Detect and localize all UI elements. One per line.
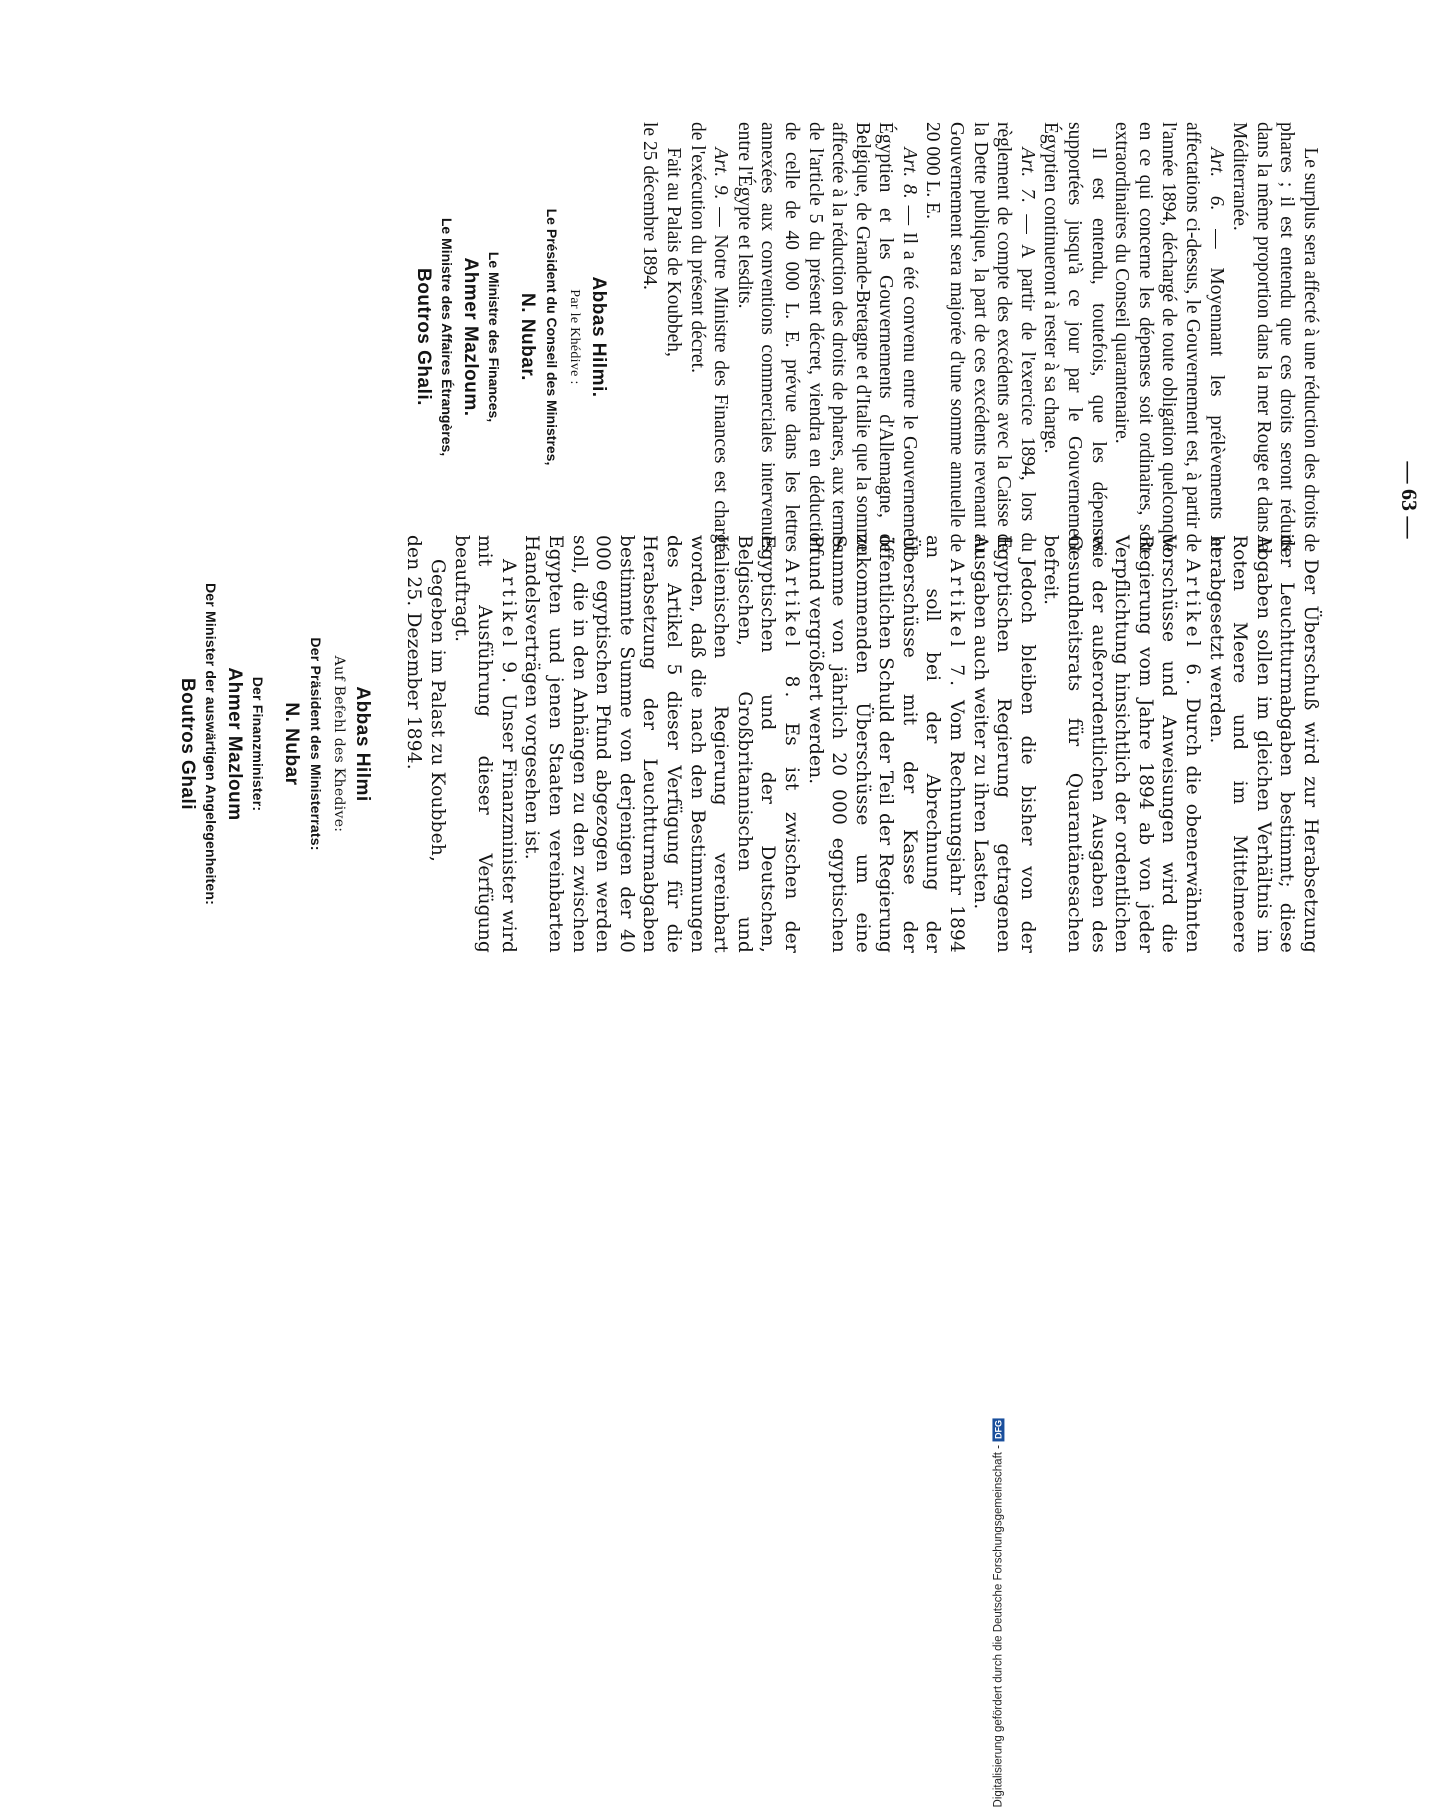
- de-article-9-text: Unser Finanzminister wird mit Ausführung dieser Verfügung beauftragt.: [450, 535, 519, 953]
- de-article-7-text: Vom Rechnungsjahr 1894 an soll bei der Abrechnung der Überschüsse mit der Kasse der öffentlichen Schuld der Teil der Regierung zukommenden Überschüsse um eine Summe von jährlich 20 000 egyptischen Pfund vergrößert werden.: [804, 535, 968, 953]
- de-date: den 25. Dezember 1894.: [403, 535, 425, 770]
- fr-president-title: Le Président du Conseil des Ministres,: [543, 208, 560, 466]
- fr-signature-ghali: Boutros Ghali.: [412, 268, 434, 406]
- fr-paragraph-surplus: Le surplus sera affecté à une réduction des droits de phares ; il est entendu que ces droits seront réduits dans la même proportion dans la mer Rouge et dans la Méditerranée.: [1229, 122, 1321, 552]
- fr-fait-au-palais: Fait au Palais de Koubbeh,: [662, 147, 684, 357]
- de-auf-befehl: Auf Befehl des Khedive:: [331, 655, 348, 833]
- fr-article-9-label: Art. 9.: [710, 147, 732, 200]
- de-signature-mazloum: Ahmer Mazloum: [223, 667, 245, 821]
- fr-foreign-title: Le Ministre des Affaires Étrangères,: [439, 217, 456, 457]
- fr-signature-mazloum: Ahmer Mazloum.: [459, 257, 481, 417]
- de-paragraph-ueberschuss: Der Überschuß wird zur Herabsetzung der Leuchtturmabgaben bestimmt; diese Abgaben sollen im gleichen Verhältnis im Roten Meere und im Mittelmeere herabgesetzt werden.: [1205, 535, 1321, 953]
- de-gegeben-im-palast: Gegeben im Palast zu Koubbeh,: [427, 559, 449, 863]
- de-article-8-label: Artikel 8.: [780, 559, 802, 702]
- de-article-8-text: Es ist zwischen der Egyptischen und der Deutschen, Belgischen, Großbritannischen und Italienischen Regierung vereinbart worden, daß die nach den Bestimmungen des Artikel 5 dieser Verfügung für die Herabsetzung der Leuchtturmabgaben bestimmte Summe von derjenigen der 40 000 egyptischen Pfund abgezogen werden soll, die in den Anhängen zu den zwischen Egypten und jenen Staaten vereinbarten Handelsverträgen vorgesehen ist.: [521, 535, 802, 953]
- de-signature-abbas: Abbas Hilmi: [351, 686, 373, 802]
- de-article-7-label: Artikel 7.: [946, 559, 968, 691]
- de-signature-nubar: N. Nubar: [281, 702, 303, 786]
- fr-article-6-text: — Moyennant les prélèvements et affectations ci-dessus, le Gouvernement est, à partir de l'année 1894, déchargé de toute obligation quelconque en ce qui concerne les dépenses soit ordinaires, soit extraordinaires du Conseil quarantenaire.: [1111, 122, 1227, 552]
- fr-article-9-text: — Notre Ministre des Finances est chargé de l'exécution du présent décret.: [686, 122, 732, 553]
- de-president-title: Der Präsident des Ministerrats:: [307, 637, 324, 851]
- dfg-logo-icon: DFG: [993, 1420, 1003, 1439]
- fr-signature-abbas: Abbas Hilmi.: [587, 276, 609, 398]
- page-number: — 63 —: [1397, 461, 1422, 539]
- fr-date: le 25 décembre 1894.: [639, 122, 661, 290]
- fr-paragraph-il-est-entendu: Il est entendu, toutefois, que les dépenses supportées jusqu'à ce jour par le Gouvernement Égyptien continueront à rester à sa charge.: [1040, 122, 1109, 552]
- de-foreign-title: Der Minister der auswärtigen Angelegenheiten:: [203, 583, 220, 905]
- de-article-6: [1039, 535, 1204, 953]
- de-article-6-text: Durch die obenerwähnten Vorschüsse und Anweisungen wird die Regierung vom Jahre 1894 ab von jeder Verpflichtung hinsichtlich der ordentlichen wie der außerordentlichen Ausgaben des Gesundheitsrats für Quarantänesachen befreit.: [1040, 535, 1204, 953]
- fr-article-6: [1110, 122, 1228, 552]
- de-article-9-label: Artikel 9.: [497, 559, 519, 688]
- fr-finance-title: Le Ministre des Finances,: [486, 251, 503, 423]
- de-signature-ghali: Boutros Ghali: [176, 677, 198, 811]
- fr-article-7-text: — A partir de l'exercice 1894, lors du règlement de compte des excédents avec la Caisse de la Dette publique, la part de ces excédents revenant au Gouvernement sera majorée d'une somme annuelle de 20 000 L. E.: [922, 122, 1038, 552]
- fr-par-le-khedive: Par le Khédive :: [567, 289, 583, 385]
- de-article-6-label: Artikel 6.: [1182, 559, 1204, 689]
- dfg-credit: [992, 1418, 1004, 1807]
- fr-article-8-label: Art. 8.: [898, 147, 920, 199]
- dfg-credit-text: Digitalisierung gefördert durch die Deutsche Forschungsgemeinschaft -: [992, 1445, 1005, 1807]
- fr-article-8-text: — Il a été convenu entre le Gouvernement Égyptien et les Gouvernements d'Allemagne, de Belgique, de Grande-Bretagne et d'Italie que la somme affectée à la réduction des droits de phares, aux termes de l'article 5 du présent décret, viendra en déduction de celle de 40 000 L. E. prévue dans les lettres annexées aux conventions commerciales intervenues entre l'Égypte et lesdits.: [733, 122, 920, 552]
- fr-article-6-label: Art. 6.: [1205, 147, 1227, 211]
- de-paragraph-jedoch: Jedoch bleiben die bisher von der Egyptischen Regierung getragenen Ausgaben auch weiter zu ihren Lasten.: [969, 535, 1038, 953]
- fr-article-7-label: Art. 7.: [1016, 147, 1038, 204]
- fr-signature-nubar: N. Nubar.: [517, 293, 538, 381]
- de-finance-title: Der Finanzminister:: [250, 676, 267, 812]
